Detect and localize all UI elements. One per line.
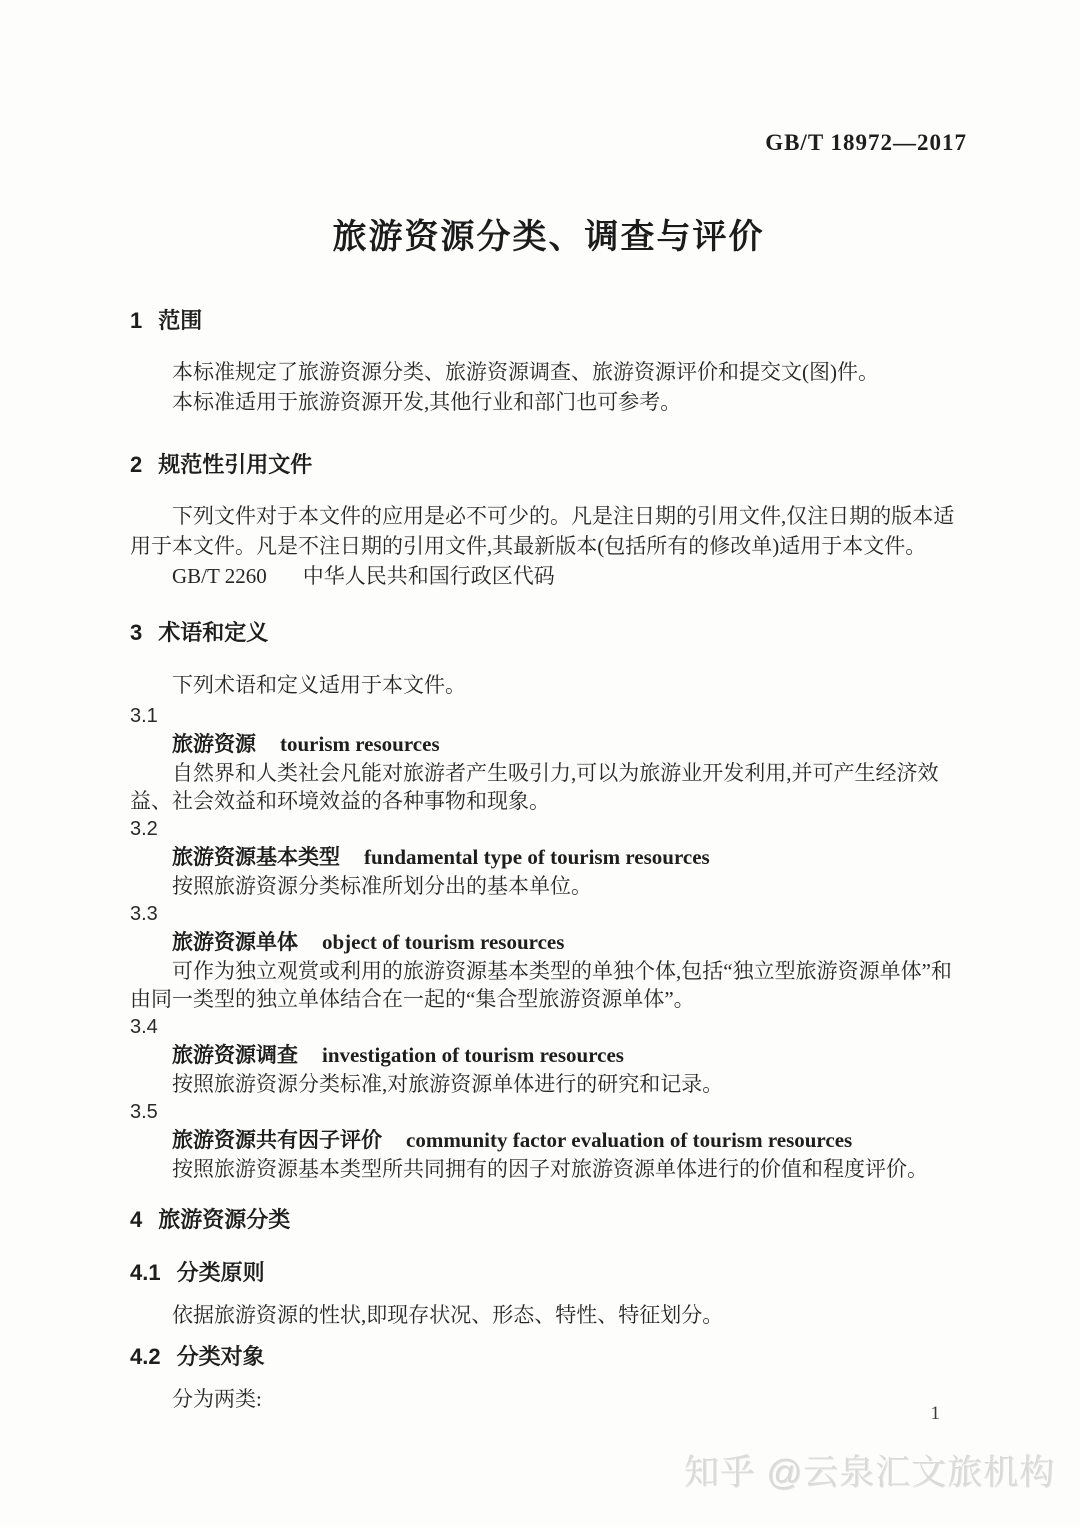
term-name [130,730,967,759]
term-name-en: community factor evaluation of tourism resources [406,1128,853,1152]
section-2-heading [130,453,967,477]
term-entry [130,702,967,815]
subsection-number: 4.2 [130,1344,161,1369]
term-name-zh: 旅游资源基本类型 [172,846,340,869]
term-number: 3.4 [130,1016,158,1038]
term-entry [130,900,967,1013]
term-name-zh: 旅游资源 [172,733,256,756]
term-name-en: tourism resources [280,732,440,756]
normative-reference [130,561,967,591]
section-3-heading [130,621,967,645]
reference-code: GB/T 2260 [172,564,267,588]
term-definition: 按照旅游资源分类标准,对旅游资源单体进行的研究和记录。 [172,1072,724,1096]
section-4-heading [130,1208,967,1232]
subsection-4-2-heading [130,1345,967,1369]
terms-list [130,702,967,1183]
term-name [130,843,967,872]
section-1-heading [130,309,967,333]
paragraph-scope-1: 本标准规定了旅游资源分类、旅游资源调查、旅游资源评价和提交文(图)件。 [172,360,879,384]
term-name-en: investigation of tourism resources [322,1043,624,1067]
term-name-zh: 旅游资源调查 [172,1044,298,1067]
section-number: 3 [130,620,143,645]
section-number: 2 [130,452,143,477]
term-name-en: object of tourism resources [322,930,565,954]
section-title: 范围 [158,308,203,333]
term-name-zh: 旅游资源共有因子评价 [172,1129,382,1152]
term-name [130,1041,967,1070]
page-number: 1 [930,1403,940,1424]
term-entry [130,815,967,900]
term-number: 3.5 [130,1101,158,1123]
watermark: 知乎 @云泉汇文旅机构 [683,1453,1055,1492]
term-definition: 自然界和人类社会凡能对旅游者产生吸引力,可以为旅游业开发利用,并可产生经济效益、社会效益和环境效益的各种事物和现象。 [130,761,939,813]
term-name [130,1126,967,1155]
term-name-en: fundamental type of tourism resources [364,845,710,869]
paragraph-scope-2: 本标准适用于旅游资源开发,其他行业和部门也可参考。 [172,390,682,414]
reference-name: 中华人民共和国行政区代码 [302,564,555,588]
term-definition: 可作为独立观赏或利用的旅游资源基本类型的单独个体,包括“独立型旅游资源单体”和由同一类型的独立单体结合在一起的“集合型旅游资源单体”。 [130,959,952,1011]
term-number: 3.3 [130,903,158,925]
term-name-zh: 旅游资源单体 [172,931,298,954]
paragraph-classification-object: 分为两类: [172,1387,262,1411]
term-definition: 按照旅游资源分类标准所划分出的基本单位。 [172,874,592,898]
subsection-title: 分类原则 [176,1260,265,1285]
section-title: 术语和定义 [158,620,269,645]
section-number: 4 [130,1207,143,1232]
subsection-title: 分类对象 [176,1344,265,1369]
section-number: 1 [130,308,143,333]
subsection-number: 4.1 [130,1260,161,1285]
subsection-4-1-heading [130,1261,967,1285]
standard-number: GB/T 18972—2017 [765,130,967,155]
paragraph-terms-intro: 下列术语和定义适用于本文件。 [172,673,466,697]
term-entry [130,1013,967,1098]
paragraph-normative-references: 下列文件对于本文件的应用是必不可少的。凡是注日期的引用文件,仅注日期的版本适用于本文件。凡是不注日期的引用文件,其最新版本(包括所有的修改单)适用于本文件。 [130,504,955,558]
term-definition: 按照旅游资源基本类型所共同拥有的因子对旅游资源单体进行的价值和程度评价。 [172,1157,928,1181]
term-entry [130,1098,967,1183]
section-title: 规范性引用文件 [158,452,313,477]
term-name [130,928,967,957]
document-title: 旅游资源分类、调查与评价 [332,218,765,256]
term-number: 3.2 [130,818,158,840]
section-title: 旅游资源分类 [158,1207,291,1232]
paragraph-classification-principle: 依据旅游资源的性状,即现存状况、形态、特性、特征划分。 [172,1303,724,1327]
term-number: 3.1 [130,705,158,727]
